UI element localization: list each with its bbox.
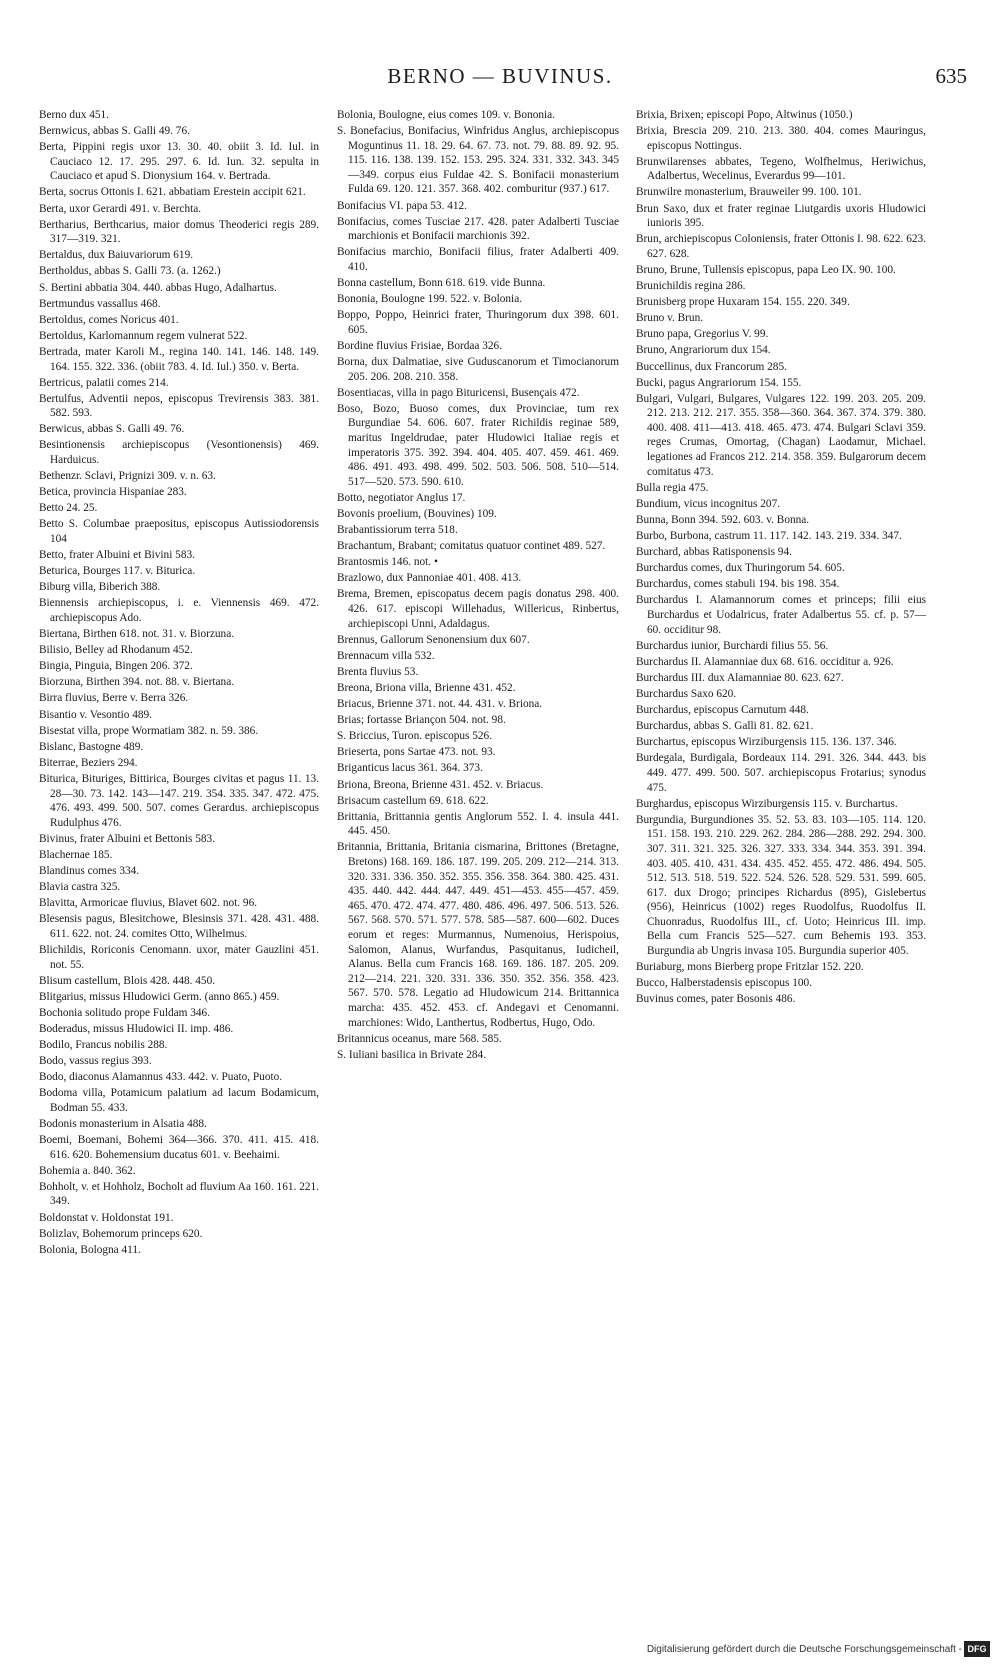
index-entry: Buriaburg, mons Bierberg prope Fritzlar 152. 220. [636, 961, 864, 974]
index-entry: Bilisio, Belley ad Rhodanum 452. [39, 644, 193, 657]
index-entry: Burchardus I. Alamannorum comes et princeps; filii eius Burchardus et Uodalricus, frater Adalbertus 55. cf. p. 57—60. occiditur 98. [636, 594, 926, 636]
index-entry: Briacus, Brienne 371. not. 44. 431. v. Briona. [337, 698, 543, 711]
index-entry: Burchardus, abbas S. Galli 81. 82. 621. [636, 720, 814, 733]
index-entry: Brennus, Gallorum Senonensium dux 607. [337, 633, 530, 646]
index-entry: Bundium, vicus incognitus 207. [636, 497, 781, 510]
index-entry: S. Bertini abbatia 304. 440. abbas Hugo, Adalhartus. [39, 281, 277, 294]
index-entry: Bochonia solitudo prope Fuldam 346. [39, 1006, 211, 1019]
index-entry: Blitgarius, missus Hludowici Germ. (anno 865.) 459. [39, 990, 280, 1003]
index-entry: Bodoma villa, Potamicum palatium ad lacum Bodamicum, Bodman 55. 433. [39, 1087, 319, 1114]
index-entry: Brema, Bremen, episcopatus decem pagis donatus 298. 400. 426. 617. episcopi Willehadus, Willericus, Rinbertus, archiepiscopi Unni, Adaldagus. [337, 588, 619, 630]
index-entry: Bisestat villa, prope Wormatiam 382. n. 59. 386. [39, 724, 259, 737]
index-entry: Biorzuna, Birthen 394. not. 88. v. Biertana. [39, 676, 235, 689]
index-entry: Brun, archiepiscopus Coloniensis, frater Ottonis I. 98. 622. 623. 627. 628. [636, 233, 926, 260]
index-entry: Burchardus Saxo 620. [636, 687, 737, 700]
index-entry: Biburg villa, Biberich 388. [39, 581, 161, 594]
index-column-3 [636, 108, 926, 1008]
index-entry: Bonifacius VI. papa 53. 412. [337, 199, 467, 212]
index-entry: Bodilo, Francus nobilis 288. [39, 1039, 168, 1052]
index-entry: Buvinus comes, pater Bosonis 486. [636, 993, 796, 1006]
index-entry: Bruno papa, Gregorius V. 99. [636, 328, 769, 341]
index-entry: Britannicus oceanus, mare 568. 585. [337, 1032, 502, 1045]
index-entry: Bonifacius marchio, Bonifacii filius, frater Adalberti 409. 410. [337, 246, 619, 273]
index-entry: Brunisberg prope Huxaram 154. 155. 220. 349. [636, 296, 850, 309]
index-entry: Bingia, Pinguia, Bingen 206. 372. [39, 660, 193, 673]
index-entry: Boppo, Poppo, Heinrici frater, Thuringorum dux 398. 601. 605. [337, 309, 619, 336]
index-entry: Bertaldus, dux Baiuvariorum 619. [39, 249, 194, 262]
index-entry: Bertmundus vassallus 468. [39, 297, 161, 310]
index-entry: Botto, negotiator Anglus 17. [337, 491, 466, 504]
index-entry: Burchartus, episcopus Wirziburgensis 115. 136. 137. 346. [636, 736, 897, 749]
index-entry: Blichildis, Roriconis Cenomann. uxor, mater Gauzlini 451. not. 55. [39, 943, 319, 971]
index-entry: Besintionensis archiepiscopus (Vesontionensis) 469. Harduicus. [39, 439, 319, 467]
index-entry: Burchard, abbas Ratisponensis 94. [636, 546, 792, 559]
index-entry: Betto S. Columbae praepositus, episcopus Autissiodorensis 104 [39, 518, 319, 546]
index-entry: Bordine fluvius Frisiae, Bordaa 326. [337, 339, 503, 352]
index-entry: Biertana, Birthen 618. not. 31. v. Biorzuna. [39, 628, 235, 641]
index-entry: Bolonia, Boulogne, eius comes 109. v. Bononia. [337, 109, 555, 121]
index-entry: Bethenzr. Sclavi, Prignizi 309. v. n. 63. [39, 470, 216, 483]
index-entry: Burchardus comes, dux Thuringorum 54. 605. [636, 562, 845, 575]
index-entry: Brennacum villa 532. [337, 649, 435, 662]
index-entry: Briganticus lacus 361. 364. 373. [337, 762, 483, 775]
index-entry: Bonna castellum, Bonn 618. 619. vide Bunna. [337, 277, 546, 290]
index-entry: Bertricus, palatii comes 214. [39, 376, 169, 389]
index-entry: Burgundia, Burgundiones 35. 52. 53. 83. 103—105. 114. 120. 151. 158. 193. 210. 229. 262. 284. 286—288. 292. 294. 300. 307. 311. 321. 325. 326. 327. 333. 334. 344. 353. 391. 394. 403. 405. 410. 431. 434. 435. 452. 455. 472. 486. 494. 505. 512. 513. 518. 519. 522. 524. 526. 528. 529. 531. 599. 605. 617. dux Drogo; principes Richardus (895), Gislebertus (956), Heinricus (1002) reges Ruodolfus, Ruodolfus II. Chuonradus, Ruodolfus III., cf. Uoto; Heinricus III. imp. Bella cum Francis 525—527. cum Behemis 193. 353. Burgundia ab Ungris invasa 105. Burgundia superior 405. [636, 813, 926, 958]
index-entry: Brabantissiorum terra 518. [337, 524, 458, 537]
index-entry: Burchardus III. dux Alamanniae 80. 623. 627. [636, 671, 844, 684]
index-entry: Burbo, Burbona, castrum 11. 117. 142. 143. 219. 334. 347. [636, 530, 902, 543]
index-entry: Brieserta, pons Sartae 473. not. 93. [337, 746, 496, 759]
index-entry: Bunna, Bonn 394. 592. 603. v. Bonna. [636, 513, 810, 526]
index-entry: Brachantum, Brabant; comitatus quatuor continet 489. 527. [337, 540, 606, 553]
index-entry: Bertoldus, comes Noricus 401. [39, 313, 179, 326]
index-entry: Boso, Bozo, Buoso comes, dux Provinciae, tum rex Burgundiae 54. 606. 607. frater Richildis reginae 589, maritus Ingeldrudae, pater Hludowici Italiae regis et imperatoris 375. 392. 394. 404. 405. 407. 459. 461. 469. 486. 491. 493. 498. 499. 502. 503. 506. 508. 510—514. 517—520. 573. 590. 610. [337, 402, 619, 488]
index-entry: Bulgari, Vulgari, Bulgares, Vulgares 122. 199. 203. 205. 209. 212. 213. 212. 217. 355. 358—360. 364. 367. 374. 379. 380. 400. 408. 411—413. 418. 465. 473. 474. Bulgari Sclavi 359. reges Crumas, Omortag, (Chagan) Laodamur, Michael. legationes ad Francos 212. 214. 358. 359. Bulgarorum decem comitatus 473. [636, 392, 926, 478]
index-entry: Bruno v. Brun. [636, 312, 704, 325]
index-entry: Bodo, vassus regius 393. [39, 1055, 152, 1068]
index-entry: Bodo, diaconus Alamannus 433. 442. v. Puato, Puoto. [39, 1071, 283, 1084]
index-entry: Bernwicus, abbas S. Galli 49. 76. [39, 125, 190, 138]
index-entry: Bertrada, mater Karoli M., regina 140. 141. 146. 148. 149. 164. 155. 322. 336. (obiit 783. 4. Id. Iul.) 350. v. Berta. [39, 345, 319, 373]
page-number: 635 [935, 64, 967, 88]
index-entry: Berwicus, abbas S. Galli 49. 76. [39, 423, 185, 436]
index-entry: Bolizlav, Bohemorum princeps 620. [39, 1227, 203, 1240]
index-entry: Burchardus, episcopus Carnutum 448. [636, 704, 809, 717]
funding-note: Digitalisierung gefördert durch die Deutsche Forschungsgemeinschaft - [646, 1644, 962, 1655]
index-entry: Bislanc, Bastogne 489. [39, 740, 144, 753]
index-entry: Britannia, Brittania, Britania cismarina, Brittones (Bretagne, Bretons) 168. 169. 186. 187. 199. 205. 209. 212—214. 313. 320. 331. 336. 350. 352. 355. 356. 358. 364. 380. 425. 431. 435. 440. 442. 444. 447. 449. 451—453. 455—457. 459. 465. 470. 472. 474. 477. 480. 486. 496. 497. 506. 513. 526. 567. 568. 570. 571. 577. 578. 585—587. 600—602. Duces eorum et reges: Murmannus, Numenoius, Herispoius, Salomon, Alanus, Wurfandus, Pasquitanus, Iudicheil, Alanus. Bella cum Francis 168. 169. 186. 187. 205. 209. 212—214. 221. 320. 331. 336. 350. 352. 356. 358. 423. 567. 570. 578. Legatio ad Hludowicum 214. Brittannica marcha: 435. 452. 453. cf. Andegavi et Cenomanni. marchiones: Wido, Lanthertus, Rodbertus, Hugo, Odo. [337, 841, 619, 1029]
index-entry: Betica, provincia Hispaniae 283. [39, 486, 187, 499]
dfg-logo: DFG [964, 1641, 990, 1657]
index-entry: Berta, socrus Ottonis I. 621. abbatiam Erestein accipit 621. [39, 186, 306, 199]
index-entry: Bivinus, frater Albuini et Bettonis 583. [39, 832, 216, 845]
index-entry: Blachernae 185. [39, 848, 113, 861]
index-entry: Briona, Breona, Brienne 431. 452. v. Briacus. [337, 778, 544, 791]
index-entry: Birra fluvius, Berre v. Berra 326. [39, 692, 189, 705]
index-entry: Bulla regia 475. [636, 481, 709, 494]
index-entry: Bovonis proelium, (Bouvines) 109. [337, 507, 497, 520]
index-entry: Bosentiacas, villa in pago Bituricensi, Busençais 472. [337, 386, 580, 399]
index-entry: Bisantio v. Vesontio 489. [39, 708, 152, 721]
index-entry: Bertholdus, abbas S. Galli 73. (a. 1262.) [39, 265, 221, 278]
index-entry: Burghardus, episcopus Wirziburgensis 115. v. Burchartus. [636, 797, 898, 810]
index-entry: Biennensis archiepiscopus, i. e. Viennensis 469. 472. archiepiscopus Ado. [39, 597, 319, 624]
index-entry: Burdegala, Burdigala, Bordeaux 114. 291. 326. 344. 443. bis 449. 477. 499. 500. 507. archiepiscopus Frotarius; synodus 475. [636, 752, 926, 794]
index-entry: S. Iuliani basilica in Brivate 284. [337, 1048, 487, 1061]
index-entry: Blisum castellum, Blois 428. 448. 450. [39, 974, 216, 987]
index-entry: Betto 24. 25. [39, 502, 98, 515]
index-entry: Biturica, Bituriges, Bittirica, Bourges civitas et pagus 11. 13. 28—30. 73. 142. 143—147. 219. 354. 335. 347. 472. 475. 476. 493. 499. 500. 507. comes Gerardus. archiepiscopus Rudulphus 476. [39, 772, 319, 829]
index-entry: Brunwilarenses abbates, Tegeno, Wolfhelmus, Heriwichus, Adalbertus, Wecelinus, Everardus 99—101. [636, 155, 926, 183]
index-entry: Blavitta, Armoricae fluvius, Blavet 602. not. 96. [39, 897, 258, 910]
index-entry: Brunwilre monasterium, Brauweiler 99. 100. 101. [636, 186, 862, 199]
index-entry: Betto, frater Albuini et Bivini 583. [39, 549, 195, 562]
index-entry: Bolonia, Bologna 411. [39, 1243, 141, 1256]
index-entry: Beturica, Bourges 117. v. Biturica. [39, 565, 196, 578]
index-entry: Bertharius, Berthcarius, maior domus Theoderici regis 289. 317—319. 321. [39, 218, 319, 246]
index-entry: Brixia, Brescia 209. 210. 213. 380. 404. comes Mauringus, episcopus Nottingus. [636, 125, 926, 152]
index-entry: Berta, Pippini regis uxor 13. 30. 40. obiit 3. Id. Iul. in Cauciaco 12. 17. 295. 297. 6. Id. Iun. 32. sepulta in Cauciaco et apud S. Dionysium 164. v. Bertrada. [39, 141, 319, 183]
index-entry: Burchardus, comes stabuli 194. bis 198. 354. [636, 578, 840, 591]
index-entry: S. Bonefacius, Bonifacius, Winfridus Anglus, archiepiscopus Moguntinus 11. 18. 29. 64. 67. 73. not. 79. 88. 89. 92. 95. 115. 116. 138. 139. 152. 153. 295. 324. 331. 332. 343. 345—349. corpus eius Fuldae 42. S. Bonifacii monasterium Fulda 69. 120. 121. 357. 368. 402. comburitur (937.) 617. [337, 125, 619, 196]
index-entry: Borna, dux Dalmatiae, sive Guduscanorum et Timocianorum 205. 206. 208. 210. 358. [337, 356, 619, 383]
index-entry: Berno dux 451. [39, 109, 109, 121]
index-entry: Breona, Briona villa, Brienne 431. 452. [337, 681, 516, 694]
index-entry: Bucco, Halberstadensis episcopus 100. [636, 977, 813, 990]
index-entry: Bohholt, v. et Hohholz, Bocholt ad fluvium Aa 160. 161. 221. 349. [39, 1180, 319, 1208]
index-entry: Buccellinus, dux Francorum 285. [636, 360, 787, 373]
index-entry: S. Briccius, Turon. episcopus 526. [337, 730, 493, 743]
index-entry: Bohemia a. 840. 362. [39, 1164, 136, 1177]
index-entry: Bucki, pagus Angrariorum 154. 155. [636, 376, 802, 389]
index-column-1 [39, 108, 319, 1259]
index-entry: Boemi, Boemani, Bohemi 364—366. 370. 411. 415. 418. 616. 620. Bohemensium ducatus 601. v. Beehaimi. [39, 1134, 319, 1161]
index-entry: Biterrae, Beziers 294. [39, 756, 138, 769]
index-entry: Brantosmis 146. not. • [337, 556, 438, 569]
index-entry: Bertoldus, Karlomannum regem vulnerat 522. [39, 329, 248, 342]
index-entry: Blandinus comes 334. [39, 865, 140, 877]
index-entry: Brias; fortasse Briançon 504. not. 98. [337, 714, 506, 727]
index-entry: Brenta fluvius 53. [337, 665, 419, 678]
page-footer [0, 1641, 990, 1661]
index-entry: Brittania, Brittannia gentis Anglorum 552. I. 4. insula 441. 445. 450. [337, 810, 619, 838]
index-entry: Brunichildis regina 286. [636, 280, 746, 293]
index-entry: Burchardus iunior, Burchardi filius 55. 56. [636, 639, 829, 652]
index-entry: Bruno, Angrariorum dux 154. [636, 344, 771, 357]
index-entry: Berta, uxor Gerardi 491. v. Berchta. [39, 202, 202, 215]
page-header [0, 64, 1000, 94]
running-title: BERNO — BUVINUS. [387, 64, 613, 88]
index-entry: Brixia, Brixen; episcopi Popo, Altwinus (1050.) [636, 109, 853, 121]
index-entry: Bononia, Boulogne 199. 522. v. Bolonia. [337, 293, 523, 306]
index-entry: Bruno, Brune, Tullensis episcopus, papa Leo IX. 90. 100. [636, 263, 896, 276]
index-entry: Brun Saxo, dux et frater reginae Liutgardis uxoris Hludowici iunioris 395. [636, 202, 926, 230]
index-entry: Burchardus II. Alamanniae dux 68. 616. occiditur a. 926. [636, 655, 894, 668]
index-entry: Boderadus, missus Hludowici II. imp. 486. [39, 1022, 234, 1035]
index-entry: Boldonstat v. Holdonstat 191. [39, 1211, 174, 1224]
index-entry: Blavia castra 325. [39, 881, 121, 894]
index-entry: Brisacum castellum 69. 618. 622. [337, 794, 489, 807]
index-column-2 [337, 108, 619, 1064]
index-entry: Bonifacius, comes Tusciae 217. 428. pater Adalberti Tusciae marchionis et Bonifacii marchionis 392. [337, 215, 619, 243]
index-entry: Brazlowo, dux Pannoniae 401. 408. 413. [337, 572, 522, 585]
index-entry: Bertulfus, Adventii nepos, episcopus Trevirensis 383. 381. 582. 593. [39, 392, 319, 420]
index-entry: Bodonis monasterium in Alsatia 488. [39, 1118, 207, 1130]
index-entry: Blesensis pagus, Blesitchowe, Blesinsis 371. 428. 431. 488. 611. 622. not. 24. comites Otto, Wilhelmus. [39, 913, 319, 940]
